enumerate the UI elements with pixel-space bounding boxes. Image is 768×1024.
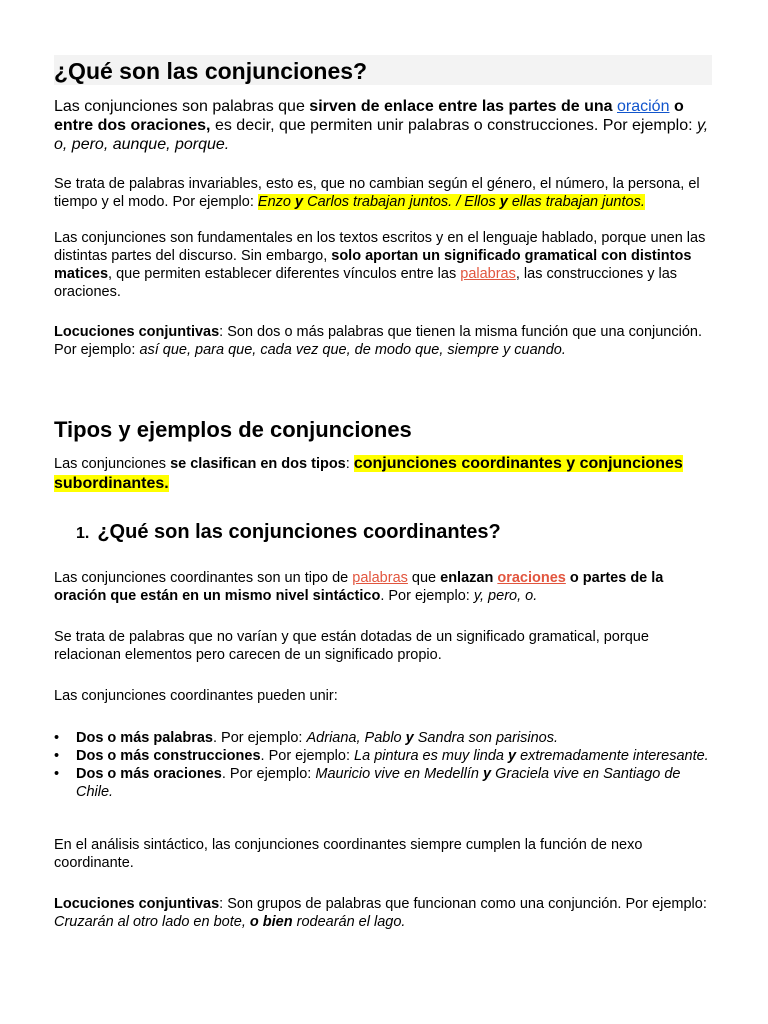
- item-conj: y: [507, 748, 517, 764]
- intro-bold: sirven de enlace entre las partes de una: [309, 98, 613, 115]
- tipos-highlight: conjunciones coordinantes y conjunciones subordinantes.: [54, 455, 683, 492]
- fundamentales-text-2: , que permiten establecer diferentes vínculos entre las: [108, 266, 461, 282]
- intro-text-2: es decir, que permiten unir palabras o construcciones. Por ejemplo:: [210, 117, 697, 134]
- item-conj: y: [405, 730, 414, 746]
- intro-examples: y, o, pero, aunque, porque.: [54, 117, 709, 153]
- intro-bold-2: o entre dos oraciones,: [54, 98, 684, 134]
- page-title: ¿Qué son las conjunciones?: [54, 58, 368, 84]
- fundamentales-text: Las conjunciones son fundamentales en los textos escritos y en el lenguaje hablado, porque unen las distintas partes del discurso. Sin embargo,: [54, 230, 706, 264]
- locuciones-example-1: Cruzarán al otro lado en bote,: [54, 914, 246, 930]
- example-part-1: Enzo: [257, 194, 291, 210]
- locuciones-paragraph-2: [54, 895, 712, 931]
- tipos-text: Las conjunciones: [54, 456, 171, 472]
- fundamentales-text-3: , las construcciones y las oraciones.: [54, 266, 678, 300]
- item-example-2: Graciela vive en Santiago de Chile.: [76, 766, 681, 800]
- example-conj-2: y: [499, 194, 508, 210]
- locuciones-label: Locuciones conjuntivas: [54, 324, 220, 340]
- coord-text-3: . Por ejemplo:: [380, 588, 474, 604]
- coord-bold-2: o partes de la oración que están en un mismo nivel sintáctico: [54, 570, 664, 604]
- example-part-3: ellas trabajan juntos.: [511, 194, 645, 210]
- analisis-paragraph: En el análisis sintáctico, las conjunciones coordinantes siempre cumplen la función de nexo coordinante.: [54, 837, 643, 871]
- invariable-text: Se trata de palabras invariables, esto es, que no cambian según el género, el número, la persona, el tiempo y el modo. Por ejemplo:: [54, 176, 700, 210]
- locuciones-text: : Son dos o más palabras que tienen la misma función que una conjunción. Por ejemplo:: [54, 324, 703, 358]
- item-bold: Dos o más oraciones: [76, 766, 222, 782]
- item-example: Adriana, Pablo: [306, 730, 402, 746]
- item-conj: y: [483, 766, 492, 782]
- coord-bold: enlazan: [440, 570, 494, 586]
- tipos-colon: :: [345, 456, 354, 472]
- coordinantes-description: Se trata de palabras que no varían y que están dotadas de un significado gramatical, porque relacionan elementos pero carecen de un significado propio.: [54, 629, 649, 663]
- list-item: [54, 729, 712, 747]
- intro-paragraph: [54, 97, 712, 154]
- coord-text: Las conjunciones coordinantes son un tipo de: [54, 570, 353, 586]
- list-item: [54, 765, 712, 801]
- coordinantes-definition: [54, 569, 712, 605]
- section-title-tipos: Tipos y ejemplos de conjunciones: [54, 417, 412, 442]
- invariable-example: [258, 194, 645, 210]
- link-palabras-2[interactable]: palabras: [352, 570, 408, 586]
- locuciones-example-bold: o bien: [249, 914, 293, 930]
- item-bold: Dos o más palabras: [76, 730, 213, 746]
- bullet-list: [54, 729, 712, 801]
- example-conj-1: y: [295, 194, 304, 210]
- item-example: Mauricio vive en Medellín: [315, 766, 479, 782]
- section-heading-text: ¿Qué son las conjunciones coordinantes?: [97, 521, 501, 543]
- link-oraciones[interactable]: oraciones: [497, 570, 566, 586]
- item-text: . Por ejemplo:: [260, 748, 355, 764]
- fundamentales-paragraph: [54, 229, 712, 301]
- locuciones-label-2: Locuciones conjuntivas: [54, 896, 220, 912]
- locuciones-example-2: rodearán el lago.: [296, 914, 406, 930]
- item-example-2: extremadamente interesante.: [520, 748, 709, 764]
- item-text: . Por ejemplo:: [213, 730, 307, 746]
- tipos-paragraph: [54, 454, 712, 494]
- item-example: La pintura es muy linda: [354, 748, 504, 764]
- coordinantes-unir: Las conjunciones coordinantes pueden unir:: [54, 688, 338, 704]
- item-bold: Dos o más construcciones: [76, 748, 261, 764]
- section-number: 1.: [76, 525, 90, 542]
- coord-text-2: que: [407, 570, 441, 586]
- item-example-2: Sandra son parisinos.: [417, 730, 559, 746]
- coord-examples: y, pero, o.: [473, 588, 538, 604]
- link-oracion[interactable]: oración: [617, 98, 670, 115]
- locuciones-text-2: : Son grupos de palabras que funcionan como una conjunción. Por ejemplo:: [219, 896, 707, 912]
- link-palabras[interactable]: palabras: [460, 266, 516, 282]
- fundamentales-bold: solo aportan un significado gramatical con distintos matices: [54, 248, 692, 282]
- section-title-coordinantes: [76, 520, 501, 546]
- example-part-2: Carlos trabajan juntos. / Ellos: [307, 194, 496, 210]
- locuciones-paragraph-1: [54, 323, 712, 359]
- invariable-paragraph: [54, 175, 712, 211]
- locuciones-examples: así que, para que, cada vez que, de modo que, siempre y cuando.: [139, 342, 566, 358]
- intro-text: Las conjunciones son palabras que: [54, 98, 310, 115]
- item-text: . Por ejemplo:: [221, 766, 316, 782]
- list-item: [54, 747, 712, 765]
- tipos-bold: se clasifican en dos tipos: [170, 456, 346, 472]
